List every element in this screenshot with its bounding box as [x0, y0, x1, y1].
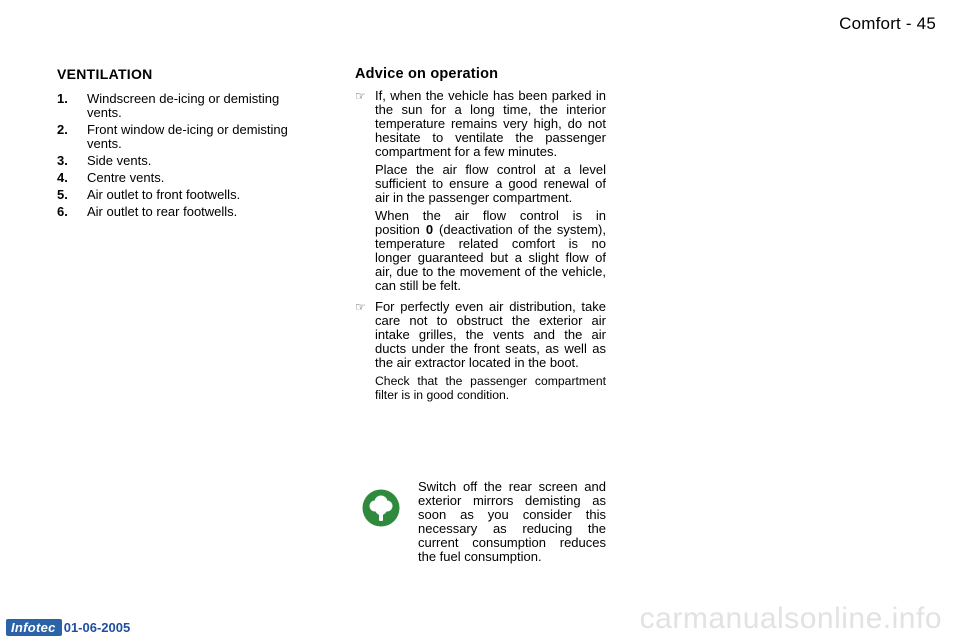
list-item	[57, 188, 297, 202]
tree-icon	[362, 489, 400, 527]
eco-tip-text: Switch off the rear screen and exterior mirrors demisting as soon as you consider this necessary as reducing the current consumption reduces the fuel consumption.	[418, 479, 606, 564]
advice-heading: Advice on operation	[355, 66, 499, 82]
pointing-hand-icon: ☞	[355, 89, 366, 103]
list-item	[57, 171, 297, 185]
item-text: Air outlet to front footwells.	[87, 187, 241, 202]
list-item	[57, 154, 297, 168]
item-number: 3.	[57, 153, 68, 168]
paragraph-text: When the air flow control is in position	[375, 208, 606, 237]
item-number: 5.	[57, 187, 68, 202]
advice-paragraph	[375, 209, 606, 293]
advice-block-body	[375, 89, 606, 297]
item-text: Air outlet to rear footwells.	[87, 204, 238, 219]
item-number: 2.	[57, 122, 68, 137]
advice-paragraph: For perfectly even air distribution, take care not to obstruct the exterior air intake grilles, the vents and the air ducts under the front seats, as well as the air extractor located in the boot.	[375, 299, 606, 370]
list-item	[57, 92, 297, 120]
item-number: 6.	[57, 204, 68, 219]
list-item	[57, 123, 297, 151]
item-text: Front window de-icing or demisting vents.	[87, 122, 288, 151]
site-watermark: carmanualsonline.info	[639, 602, 942, 635]
ventilation-list	[57, 92, 297, 222]
item-number: 1.	[57, 91, 68, 106]
list-item	[57, 205, 297, 219]
page-header: Comfort - 45	[839, 14, 936, 33]
advice-block-distribution	[355, 300, 606, 406]
paragraph-text: (deactivation of the system), temperature related comfort is no longer guaranteed but a slight flow of air, due to the movement of the vehicle, can still be felt.	[375, 222, 606, 293]
position-value: 0	[425, 222, 434, 237]
advice-paragraph: Check that the passenger compartment filter is in good condition.	[375, 374, 606, 402]
advice-paragraph: If, when the vehicle has been parked in the sun for a long time, the interior temperature remains very high, do not hesitate to ventilate the passenger compartment for a few minutes.	[375, 88, 606, 159]
infotec-logo: Infotec	[6, 619, 62, 636]
item-text: Side vents.	[87, 153, 152, 168]
advice-block-sun	[355, 89, 606, 297]
advice-paragraph: Place the air flow control at a level sufficient to ensure a good renewal of air in the passenger compartment.	[375, 162, 606, 205]
advice-section	[355, 89, 606, 409]
ventilation-heading: VENTILATION	[57, 66, 153, 82]
print-date: 01-06-2005	[63, 620, 131, 635]
pointing-hand-icon: ☞	[355, 300, 366, 314]
item-number: 4.	[57, 170, 68, 185]
footer	[6, 619, 130, 636]
item-text: Windscreen de-icing or demisting vents.	[87, 91, 280, 120]
advice-block-body	[375, 300, 606, 406]
item-text: Centre vents.	[87, 170, 165, 185]
